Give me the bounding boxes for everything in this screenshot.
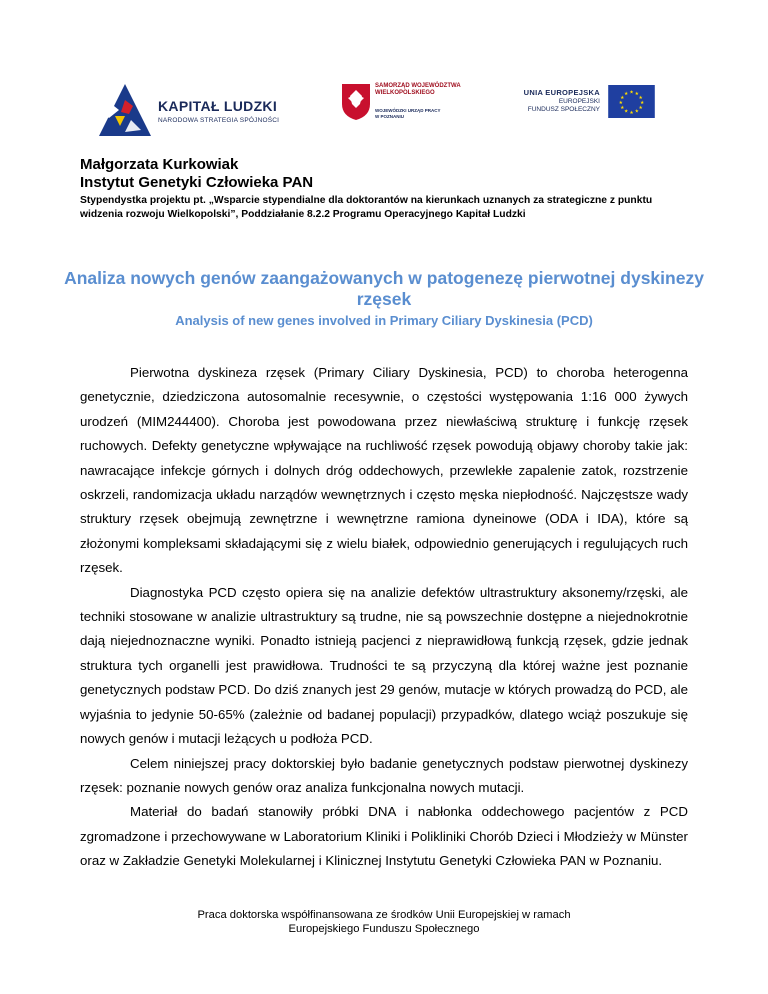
svg-text:★: ★ bbox=[629, 89, 634, 96]
ue-line2: EUROPEJSKI bbox=[558, 98, 600, 105]
wup-name-line1: WOJEWÓDZKI URZĄD PRACY bbox=[375, 108, 441, 113]
unia-europejska-text bbox=[495, 88, 600, 114]
svg-text:★: ★ bbox=[623, 108, 629, 115]
paragraph: Diagnostyka PCD często opiera się na analizie defektów ultrastruktury aksonemy/rzęski, ale techniki stosowane w analizie ultrastruktury są trudne, nie są powszechnie dostępne a niejednokrotnie dają niejednoznaczne wyniki. Ponadto istnieją pacjenci z nieprawidłową funkcją rzęsek, gdzie jednak struktura tych organelli jest prawidłowa. Trudności te są przyczyną dla której ważne jest poznanie genetycznych podstaw PCD. Do dziś znanych jest 29 genów, mutacje w których prowadzą do PCD, ale wyjaśnia to jedynie 50-65% (zależnie od badanej populacji) przypadków, dlatego wciąż poszukuje się nowych genów i mutacji leżących u podłoża PCD. bbox=[80, 584, 688, 747]
ue-line3: FUNDUSZ SPOŁECZNY bbox=[527, 106, 600, 113]
samorzad-name-line1: SAMORZĄD WOJEWÓDZTWA bbox=[375, 83, 461, 89]
paragraph: Materiał do badań stanowiły próbki DNA i nabłonka oddechowego pacjentów z PCD zgromadzone i przechowywane w Laboratorium Kliniki i Polikliniki Chorób Dzieci i Młodzieży w Münster oraz w Zakładzie Genetyki Molekularnej i Klinicznej Instytutu Genetyki Człowieka PAN w Poznaniu. bbox=[80, 804, 688, 869]
body-text bbox=[80, 361, 688, 874]
paragraph: Celem niniejszej pracy doktorskiej było badanie genetycznych podstaw pierwotnej dyskinezy rzęsek: poznanie nowych genów oraz analiza funkcjonalna nowych mutacji. bbox=[80, 755, 688, 795]
ue-title: UNIA EUROPEJSKA bbox=[523, 88, 600, 97]
svg-text:★: ★ bbox=[629, 110, 634, 117]
footer-line2: Europejskiego Funduszu Społecznego bbox=[288, 923, 480, 935]
footer-line1: Praca doktorska współfinansowana ze środków Unii Europejskiej w ramach bbox=[197, 909, 571, 921]
samorzad-wielkopolski-logo bbox=[340, 78, 470, 138]
kapital-ludzki-emblem-icon bbox=[95, 82, 155, 138]
eu-flag-icon bbox=[608, 85, 655, 118]
svg-text:★: ★ bbox=[623, 91, 629, 98]
svg-text:★: ★ bbox=[640, 99, 645, 106]
document-title-en: Analysis of new genes involved in Primary Ciliary Dyskinesia (PCD) bbox=[175, 313, 593, 328]
svg-text:★: ★ bbox=[634, 91, 640, 98]
author-institute: Instytut Genetyki Człowieka PAN bbox=[80, 174, 314, 191]
header-logos bbox=[95, 78, 675, 140]
kapital-ludzki-title: KAPITAŁ LUDZKI bbox=[158, 98, 278, 114]
coat-of-arms-icon bbox=[340, 82, 372, 122]
svg-text:★: ★ bbox=[620, 104, 625, 111]
scholarship-info: Stypendystka projektu pt. „Wsparcie stypendialne dla doktorantów na kierunkach uznanych za strategiczne z punktu widzenia rozwoju Wielkopolski”, Poddziałanie 8.2.2 Programu Operacyjnego Kapitał Ludzki bbox=[80, 195, 653, 220]
paragraph: Pierwotna dyskineza rzęsek (Primary Ciliary Dyskinesia, PCD) to choroba heterogenna genetycznie, dziedziczona autosomalnie recesywnie, o częstości występowania 1:16 000 żywych urodzeń (MIM244400). Choroba jest powodowana przez niewłaściwą strukturę i funkcję rzęsek ruchowych. Defekty genetyczne wpływające na ruchliwość rzęsek powodują objawy choroby takie jak: nawracające infekcje górnych i dolnych dróg oddechowych, przewlekłe zapalenie zatok, rozstrzenie oskrzeli, randomizacja układu narządów wewnętrznych i często męska niepłodność. Najczęstsze wady struktury rzęsek obejmują zewnętrzne i wewnętrzne ramiona dyneinowe (ODA i IDA), które są złożonymi kompleksami składającymi się z wielu białek, odpowiednio generujących i regulujących ruch rzęsek. bbox=[80, 365, 688, 576]
samorzad-name bbox=[375, 83, 461, 97]
document-title-pl: Analiza nowych genów zaangażowanych w patogenezę pierwotnej dyskinezy rzęsek bbox=[64, 268, 704, 309]
author-block bbox=[80, 156, 313, 192]
samorzad-name-line2: WIELKOPOLSKIEGO bbox=[375, 90, 435, 96]
kapital-ludzki-logo bbox=[95, 82, 315, 138]
wup-name bbox=[375, 108, 441, 119]
footer-note bbox=[80, 908, 688, 936]
author-name: Małgorzata Kurkowiak bbox=[80, 156, 239, 173]
svg-text:★: ★ bbox=[638, 104, 643, 111]
svg-text:★: ★ bbox=[618, 99, 623, 106]
svg-text:★: ★ bbox=[620, 95, 625, 102]
kapital-ludzki-subtitle: NARODOWA STRATEGIA SPÓJNOŚCI bbox=[158, 117, 280, 124]
wup-name-line2: W POZNANIU bbox=[375, 113, 404, 119]
svg-text:★: ★ bbox=[634, 108, 640, 115]
svg-text:★: ★ bbox=[638, 95, 643, 102]
